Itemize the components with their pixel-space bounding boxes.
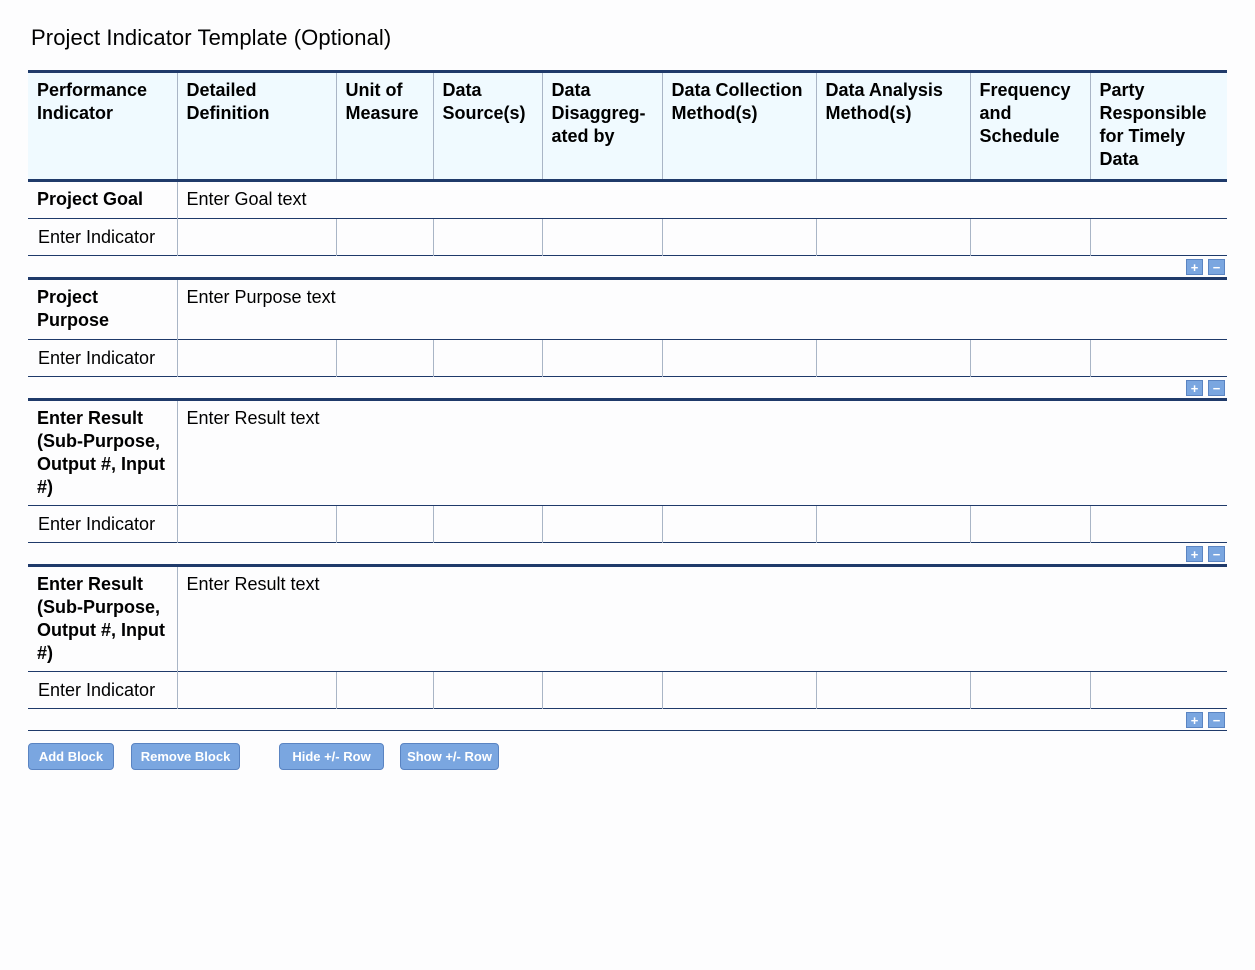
hide-row-button[interactable]: Hide +/- Row — [279, 743, 384, 770]
table-cell[interactable] — [336, 506, 433, 543]
table-cell[interactable] — [662, 506, 816, 543]
table-cell[interactable] — [177, 672, 336, 709]
table-cell[interactable] — [433, 340, 542, 377]
column-header: Unit of Measure — [336, 72, 433, 181]
table-cell[interactable] — [1090, 340, 1227, 377]
row-control-cell — [28, 543, 1227, 566]
table-cell[interactable] — [970, 340, 1090, 377]
column-header: Data Disaggreg-ated by — [542, 72, 662, 181]
table-cell[interactable] — [336, 219, 433, 256]
table-cell[interactable] — [970, 506, 1090, 543]
indicator-row — [28, 219, 1227, 256]
add-row-button[interactable]: + — [1186, 712, 1203, 728]
indicator-cell[interactable]: Enter Indicator — [28, 672, 177, 709]
table-cell[interactable] — [542, 672, 662, 709]
block-label-row — [28, 566, 1227, 672]
block-result — [28, 400, 1227, 566]
column-header: Frequency and Schedule — [970, 72, 1090, 181]
column-header: Party Responsible for Timely Data — [1090, 72, 1227, 181]
table-end-rule — [28, 731, 1227, 732]
indicator-cell[interactable]: Enter Indicator — [28, 506, 177, 543]
block-text[interactable]: Enter Goal text — [186, 189, 307, 209]
table-cell[interactable] — [542, 506, 662, 543]
column-header: Data Collection Method(s) — [662, 72, 816, 181]
block-result — [28, 566, 1227, 732]
row-control-cell — [28, 709, 1227, 731]
add-block-button[interactable]: Add Block — [28, 743, 114, 770]
block-text[interactable]: Enter Result text — [186, 408, 320, 428]
table-cell[interactable] — [433, 219, 542, 256]
row-control-cell — [28, 377, 1227, 400]
table-cell[interactable] — [1090, 219, 1227, 256]
table-cell[interactable] — [336, 340, 433, 377]
table-cell[interactable] — [433, 506, 542, 543]
add-row-button[interactable]: + — [1186, 380, 1203, 396]
indicator-row — [28, 672, 1227, 709]
column-header: Data Analysis Method(s) — [816, 72, 970, 181]
table-cell[interactable] — [1090, 506, 1227, 543]
table-cell[interactable] — [662, 219, 816, 256]
block-label[interactable]: Enter Result (Sub-Purpose, Output #, Input #) — [28, 566, 177, 672]
table-end-cell — [28, 731, 1227, 732]
remove-row-button[interactable]: − — [1208, 712, 1225, 728]
table-cell[interactable] — [177, 506, 336, 543]
table-cell[interactable] — [433, 672, 542, 709]
table-cell[interactable] — [1090, 672, 1227, 709]
header-row — [28, 72, 1227, 181]
row-control-cell — [28, 256, 1227, 279]
indicator-row — [28, 506, 1227, 543]
block-label-row — [28, 181, 1227, 219]
block-purpose — [28, 279, 1227, 400]
remove-block-button[interactable]: Remove Block — [131, 743, 240, 770]
block-goal — [28, 181, 1227, 279]
block-label[interactable]: Project Purpose — [28, 279, 177, 340]
indicator-table — [28, 70, 1227, 731]
table-cell[interactable] — [816, 672, 970, 709]
table-cell[interactable] — [662, 340, 816, 377]
block-label-row — [28, 279, 1227, 340]
table-cell[interactable] — [662, 672, 816, 709]
table-cell[interactable] — [177, 219, 336, 256]
table-cell[interactable] — [816, 340, 970, 377]
remove-row-button[interactable]: − — [1208, 259, 1225, 275]
column-header: Detailed Definition — [177, 72, 336, 181]
table-cell[interactable] — [816, 506, 970, 543]
block-label[interactable]: Project Goal — [28, 181, 177, 219]
indicator-row — [28, 340, 1227, 377]
table-cell[interactable] — [816, 219, 970, 256]
page-title: Project Indicator Template (Optional) — [31, 25, 392, 50]
row-control-row — [28, 256, 1227, 279]
table-cell[interactable] — [542, 340, 662, 377]
block-label[interactable]: Enter Result (Sub-Purpose, Output #, Input #) — [28, 400, 177, 506]
indicator-cell[interactable]: Enter Indicator — [28, 340, 177, 377]
add-row-button[interactable]: + — [1186, 546, 1203, 562]
block-label-row — [28, 400, 1227, 506]
show-row-button[interactable]: Show +/- Row — [400, 743, 499, 770]
row-control-row — [28, 377, 1227, 400]
remove-row-button[interactable]: − — [1208, 546, 1225, 562]
column-header: Performance Indicator — [28, 72, 177, 181]
row-control-row — [28, 543, 1227, 566]
row-control-row — [28, 709, 1227, 731]
indicator-cell[interactable]: Enter Indicator — [28, 219, 177, 256]
table-cell[interactable] — [970, 672, 1090, 709]
column-header: Data Source(s) — [433, 72, 542, 181]
indicator-table-container — [28, 70, 1227, 731]
table-cell[interactable] — [177, 340, 336, 377]
table-cell[interactable] — [542, 219, 662, 256]
block-text[interactable]: Enter Purpose text — [186, 287, 336, 307]
block-text[interactable]: Enter Result text — [186, 574, 320, 594]
table-cell[interactable] — [970, 219, 1090, 256]
remove-row-button[interactable]: − — [1208, 380, 1225, 396]
add-row-button[interactable]: + — [1186, 259, 1203, 275]
table-cell[interactable] — [336, 672, 433, 709]
